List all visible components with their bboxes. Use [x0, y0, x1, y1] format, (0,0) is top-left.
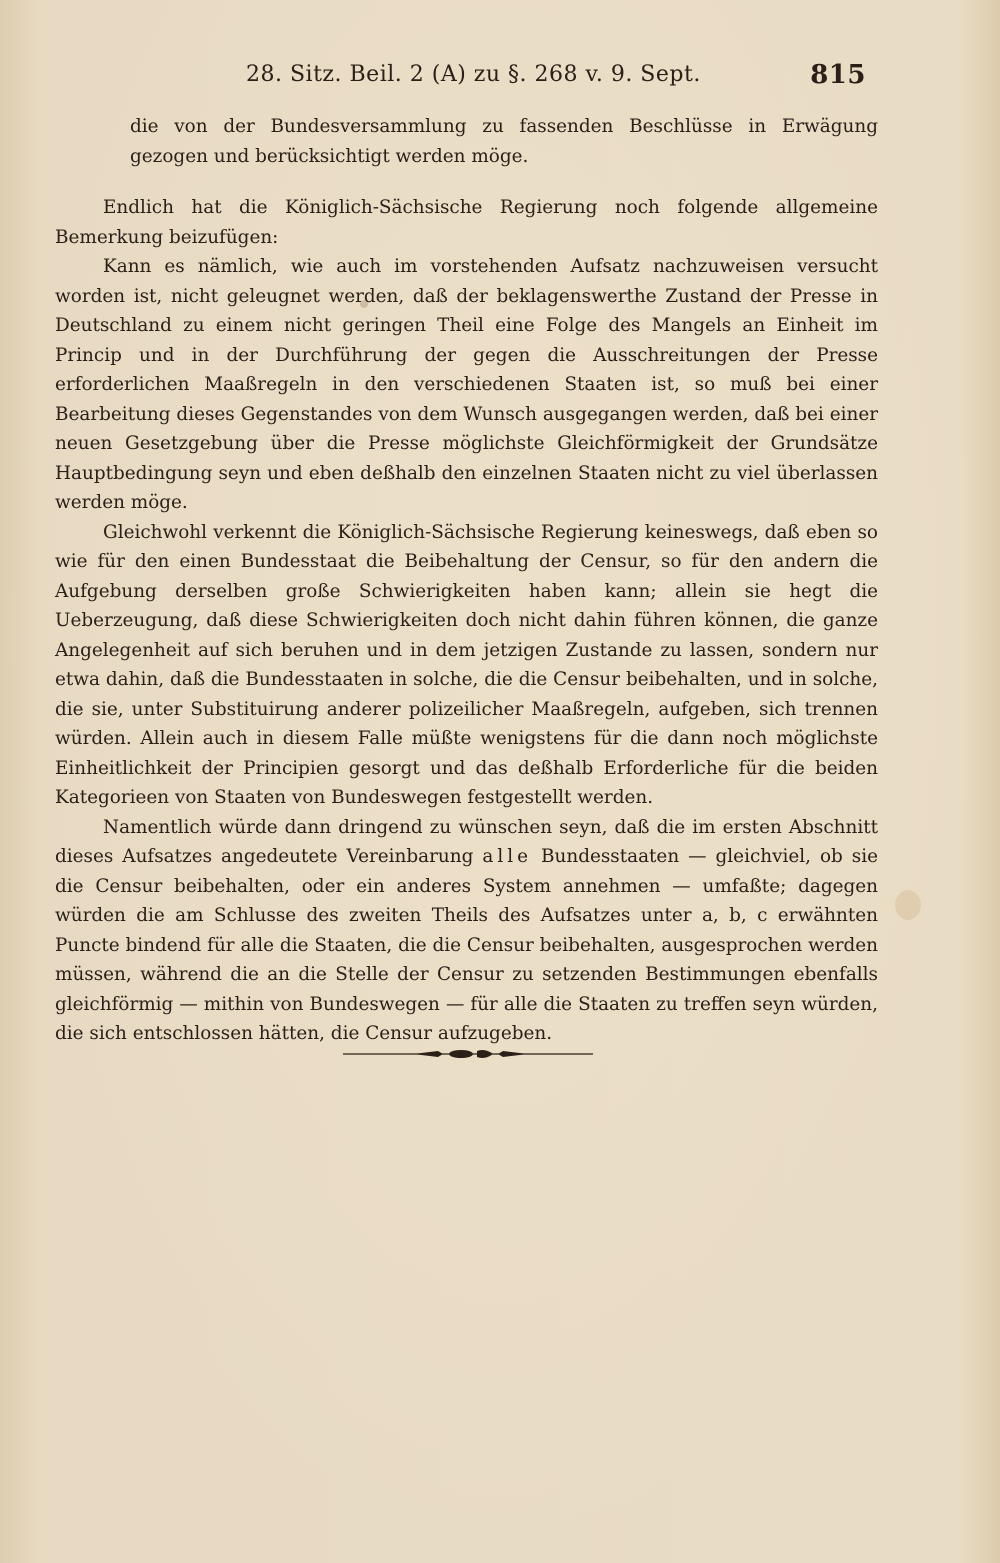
emphasis-text: alle — [482, 846, 532, 867]
paragraph: Gleichwohl verkennt die Königlich-Sächsische Regierung keineswegs, daß eben so wie für den einen Bundesstaat die Beibehaltung der Censur, so für den andern die Aufgebung derselben große Schwierigkeiten haben kann; allein sie hegt die Ueberzeugung, daß diese Schwierigkeiten doch nicht dahin führen können, die ganze Angelegenheit auf sich beruhen und in dem jetzigen Zustande zu lassen, sondern nur etwa dahin, daß die Bundesstaaten in solche, die die Censur beibehalten, und in solche, die sie, unter Substituirung anderer polizeilicher Maaßregeln, aufgeben, sich trennen würden. Allein auch in diesem Falle müßte wenigstens für die dann noch möglichste Einheitlichkeit der Principien gesorgt und das deßhalb Erforderliche für die beiden Kategorieen von Staaten von Bundeswegen festgestellt werden. — [55, 521, 878, 808]
ornamental-divider — [343, 1046, 593, 1062]
paragraph-text: Namentlich würde dann dringend zu wünschen seyn, daß die im ersten Abschnitt dieses Aufsatzes angedeutete Vereinbarung — [55, 816, 878, 867]
body-text — [55, 193, 878, 1049]
continuation-paragraph — [130, 112, 878, 171]
page-number: 815 — [810, 60, 866, 90]
paragraph — [55, 813, 878, 1049]
paragraph-text: Bundesstaaten — gleichviel, ob sie die Censur beibehalten, oder ein anderes System annehmen — umfaßte; dagegen würden die am Schlusse des zweiten Theils des Aufsatzes unter a, b, c erwähnten Puncte bindend für alle die Staaten, die die Censur beibehalten, ausgesprochen werden müssen, während die an die Stelle der Censur zu setzenden Bestimmungen ebenfalls gleichförmig — mithin von Bundeswegen — für alle die Staaten zu treffen seyn würden, die sich entschlossen hätten, die Censur aufzugeben. — [55, 846, 878, 1044]
running-head — [246, 60, 866, 100]
paragraph: Kann es nämlich, wie auch im vorstehenden Aufsatz nachzuweisen versucht worden ist, nicht geleugnet werden, daß der beklagenswerthe Zustand der Presse in Deutschland zu einem nicht geringen Theil eine Folge des Mangels an Einheit im Princip und in der Durchführung der gegen die Ausschreitungen der Presse erforderlichen Maaßregeln in den verschiedenen Staaten ist, so muß bei einer Bearbeitung dieses Gegenstandes von dem Wunsch ausgegangen werden, daß bei einer neuen Gesetzgebung über die Presse möglichste Gleichförmigkeit der Grundsätze Hauptbedingung seyn und eben deßhalb den einzelnen Staaten nicht zu viel überlassen werden möge. — [55, 256, 878, 513]
paragraph: die von der Bundesversammlung zu fassenden Beschlüsse in Erwägung gezogen und berücksichtigt werden möge. — [130, 116, 878, 167]
paper-stain — [895, 890, 921, 920]
paragraph: Endlich hat die Königlich-Sächsische Regierung noch folgende allgemeine Bemerkung beizufügen: — [55, 197, 878, 248]
running-title: 28. Sitz. Beil. 2 (A) zu §. 268 v. 9. Sept. — [246, 62, 701, 87]
